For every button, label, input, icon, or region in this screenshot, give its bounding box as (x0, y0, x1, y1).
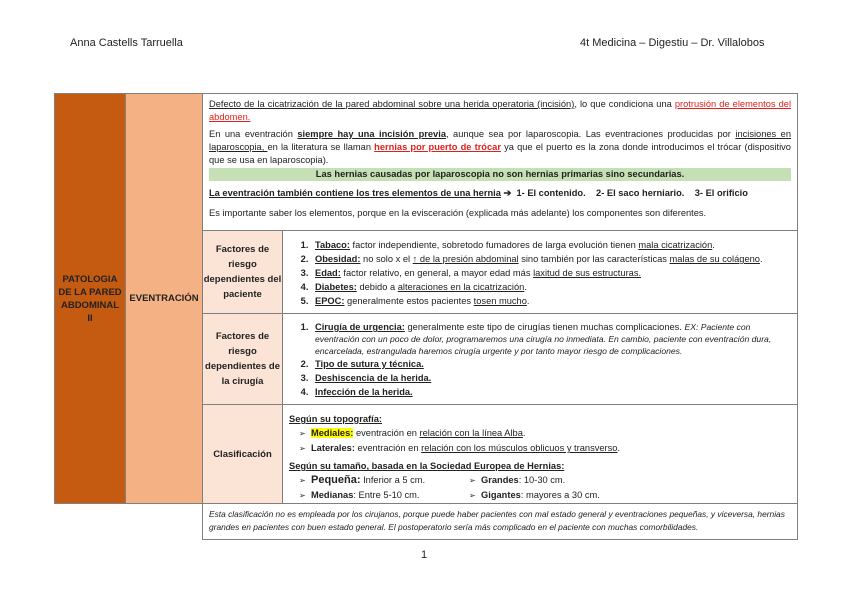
size-title (289, 459, 791, 473)
list-item (459, 473, 659, 488)
patient-cell (282, 230, 798, 314)
t: Según su tamaño, basada en la Sociedad Europea de Hernias: (289, 461, 565, 471)
surgery-label: Factores de riesgo dependientes de la cirugía (202, 313, 283, 405)
list-item (311, 295, 791, 308)
topo-title (289, 412, 791, 426)
t: . (617, 443, 621, 453)
t: Pequeña: (311, 474, 361, 486)
list-item (289, 488, 459, 503)
t: Mediales: (311, 428, 354, 438)
t: malas de su colágeno (669, 254, 760, 264)
bullet-icon: ➢ (299, 491, 306, 500)
t: : mayores a 30 cm. (520, 490, 600, 500)
definition (209, 98, 791, 124)
t: incisiones en laparoscopia, (209, 129, 792, 152)
t: hernias por puerto de trócar (374, 142, 501, 152)
t: Inferior a 5 cm. (360, 475, 426, 485)
list-item (311, 253, 791, 266)
classification-cell (282, 404, 798, 504)
t: Según su topografía: (289, 414, 382, 424)
elements-line (209, 187, 791, 200)
t: Tabaco: (315, 240, 350, 250)
list-item (311, 358, 791, 371)
t: relación con la línea Alba (419, 428, 523, 438)
t: Gigantes (481, 490, 521, 500)
t: EX: Paciente con eventración con un poco de dolor, programaremos una cirugía no inmediata. En cambio, paciente con eventración dura, encarcelada, estrangulada haremos cirugía urgente y por tanto mayor riesgo de complicaciones. (315, 322, 772, 356)
list-item (289, 441, 791, 456)
t: 2- El saco herniario. (596, 188, 685, 198)
t: . (759, 254, 763, 264)
bullet-icon: ➢ (469, 491, 476, 500)
t: relación con los músculos oblicuos y transverso (421, 443, 618, 453)
t: : Entre 5-10 cm. (353, 490, 420, 500)
bullet-icon: ➢ (299, 444, 306, 453)
t: siempre hay una incisión previa (297, 129, 446, 139)
list-item (459, 488, 659, 503)
t: eventración en (354, 443, 422, 453)
list-item (311, 267, 791, 280)
topic-cell: PATOLOGIA DE LA PARED ABDOMINAL II (54, 93, 126, 504)
t: tosen mucho (473, 296, 527, 306)
patient-label: Factores de riesgo dependientes del paciente (202, 230, 283, 314)
t: eventración en (353, 428, 420, 438)
list-item (311, 321, 791, 357)
header-course: 4t Medicina – Digestiu – Dr. Villalobos (580, 37, 765, 49)
list-item (311, 281, 791, 294)
t: . (712, 240, 715, 250)
list-item (311, 372, 791, 385)
size-grid (289, 473, 791, 503)
t: Diabetes: (315, 282, 357, 292)
t: La eventración también contiene los tres elementos de una hernia (209, 188, 501, 198)
t: Infección de la herida. (315, 387, 413, 397)
list-item (311, 386, 791, 399)
arrow-icon: ➔ (503, 188, 512, 198)
t: Medianas (311, 490, 354, 500)
t: generalmente este tipo de cirugías tienen muchas complicaciones. (404, 322, 685, 332)
t: : 10-30 cm. (518, 475, 566, 485)
t: Grandes (481, 475, 519, 485)
bullet-icon: ➢ (299, 429, 306, 438)
t: Laterales: (311, 443, 355, 453)
def-red: protrusión de elementos del abdomen. (209, 99, 792, 122)
list-item (289, 473, 459, 488)
def-text: Defecto de la cicatrización de la pared abdominal sobre una herida operatoria (incisión) (209, 99, 575, 109)
t: . (526, 296, 530, 306)
elements-note: Es importante saber los elementos, porque en la evisceración (explicada más adelante) los componentes son diferentes. (209, 208, 707, 218)
t: generalmente estos pacientes (344, 296, 474, 306)
t: Cirugía de urgencia: (315, 322, 405, 332)
intro-cell (202, 93, 798, 231)
t: debido a (356, 282, 398, 292)
page-number: 1 (420, 549, 428, 561)
paragraph-incision (209, 128, 791, 167)
t: en la literatura se llaman (267, 142, 375, 152)
list-item (311, 239, 791, 252)
surgery-cell (282, 313, 798, 405)
t: Deshiscencia de la herida. (315, 373, 432, 383)
t: 1- El contenido. (516, 188, 586, 198)
t: alteraciones en la cicatrización (397, 282, 525, 292)
t: . (522, 428, 526, 438)
t: . (524, 282, 527, 292)
t: Obesidad: (315, 254, 361, 264)
bullet-icon: ➢ (469, 476, 476, 485)
t: mala cicatrización (638, 240, 713, 250)
t: ya que el puerto es la zona donde introducimos el trócar (dispositivo que se usa en laparoscopia). (209, 142, 791, 165)
classification-note: Esta clasificación no es empleada por los cirujanos, porque puede haber pacientes con mal estado general y eventraciones pequeñas, y viceversa, hernias grandes en pacientes con buen estado general. El postoperatorio sería más complicado en el paciente con muchas comorbilidades. (202, 503, 798, 540)
t: ↑ de la presión abdominal (412, 254, 519, 264)
t: sino también por las características (518, 254, 670, 264)
subtopic-cell: EVENTRACIÓN (125, 93, 203, 504)
header-author: Anna Castells Tarruella (70, 37, 183, 49)
t: Tipo de sutura y técnica. (315, 359, 424, 369)
classification-label: Clasificación (202, 404, 283, 504)
t: En una eventración (209, 129, 298, 139)
t: EPOC: (315, 296, 345, 306)
list-item (289, 426, 791, 441)
highlight-note: Las hernias causadas por laparoscopia no son hernias primarias sino secundarias. (209, 168, 791, 181)
t: factor relativo, en general, a mayor edad más (340, 268, 534, 278)
t: , aunque sea por laparoscopia. Las eventraciones producidas por (446, 129, 736, 139)
t: no solo x el (360, 254, 413, 264)
bullet-icon: ➢ (299, 476, 306, 485)
t: 3- El orificio (694, 188, 748, 198)
t: Edad: (315, 268, 341, 278)
def-text2: , lo que condiciona una (574, 99, 675, 109)
t: laxitud de sus estructuras. (533, 268, 642, 278)
t: factor independiente, sobretodo fumadores de larga evolución tienen (349, 240, 639, 250)
